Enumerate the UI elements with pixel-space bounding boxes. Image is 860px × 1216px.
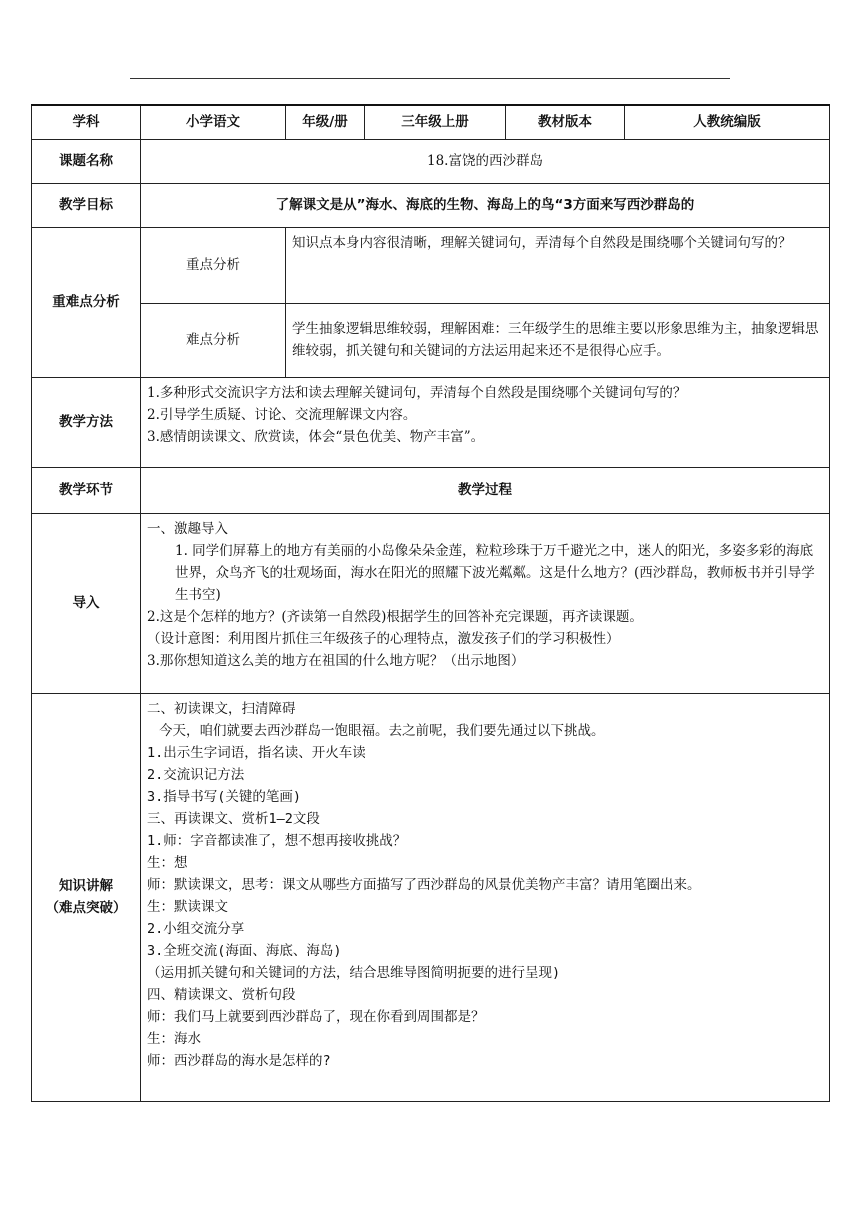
lesson-row bbox=[32, 139, 830, 183]
knowledge-line: 3.全班交流(海面、海底、海岛) bbox=[147, 942, 342, 959]
key-analysis-label: 重点分析 bbox=[141, 227, 286, 303]
lesson-title: 18.富饶的西沙群岛 bbox=[141, 139, 830, 183]
knowledge-line: 二、初读课文，扫清障碍 bbox=[147, 700, 296, 717]
difficult-analysis-label: 难点分析 bbox=[141, 303, 286, 377]
intro-label: 导入 bbox=[32, 513, 141, 693]
subject-value: 小学语文 bbox=[141, 105, 286, 139]
intro-line: 2.这是个怎样的地方？(齐读第一自然段)根据学生的回答补充完课题，再齐读课题。 bbox=[147, 608, 643, 625]
difficult-analysis-row bbox=[32, 303, 830, 377]
key-analysis-row bbox=[32, 227, 830, 303]
method-item: 3.感情朗读课文、欣赏读，体会“景色优美、物产丰富”。 bbox=[147, 428, 485, 445]
knowledge-line: 师：默读课文，思考：课文从哪些方面描写了西沙群岛的风景优美物产丰富？请用笔圈出来。 bbox=[147, 876, 701, 893]
section-header-row bbox=[32, 467, 830, 513]
goal-label: 教学目标 bbox=[32, 183, 141, 227]
grade-label: 年级/册 bbox=[286, 105, 365, 139]
knowledge-line: 1.师：字音都读准了，想不想再接收挑战？ bbox=[147, 832, 407, 849]
knowledge-line: （运用抓关键句和关键词的方法，结合思维导图简明扼要的进行呈现) bbox=[147, 964, 561, 981]
difficult-analysis-text: 学生抽象逻辑思维较弱，理解困难：三年级学生的思维主要以形象思维为主，抽象逻辑思维较弱，抓关键句和关键词的方法运用起来还不是很得心应手。 bbox=[286, 303, 830, 377]
intro-content bbox=[141, 513, 830, 693]
method-item: 2.引导学生质疑、讨论、交流理解课文内容。 bbox=[147, 406, 417, 423]
knowledge-line: 师：西沙群岛的海水是怎样的? bbox=[147, 1052, 331, 1069]
knowledge-line: 生：默读课文 bbox=[147, 898, 228, 915]
knowledge-line: 生：想 bbox=[147, 854, 188, 871]
knowledge-label bbox=[32, 693, 141, 1101]
method-list bbox=[141, 377, 830, 467]
intro-line: 一、激趣导入 bbox=[147, 520, 228, 537]
knowledge-line: 师：我们马上就要到西沙群岛了，现在你看到周围都是？ bbox=[147, 1008, 485, 1025]
section-value: 教学过程 bbox=[141, 467, 830, 513]
key-analysis-text: 知识点本身内容很清晰，理解关键词句，弄清每个自然段是围绕哪个关键词句写的？ bbox=[286, 227, 830, 303]
grade-value: 三年级上册 bbox=[365, 105, 506, 139]
lesson-label: 课题名称 bbox=[32, 139, 141, 183]
lesson-plan-table bbox=[31, 104, 830, 1102]
knowledge-line: 3.指导书写(关键的笔画) bbox=[147, 788, 302, 805]
intro-line: （设计意图：利用图片抓住三年级孩子的心理特点，激发孩子们的学习积极性） bbox=[147, 630, 620, 647]
edition-value: 人教统编版 bbox=[625, 105, 830, 139]
method-row bbox=[32, 377, 830, 467]
knowledge-line: 今天，咱们就要去西沙群岛一饱眼福。去之前呢，我们要先通过以下挑战。 bbox=[159, 722, 605, 739]
intro-line: 3.那你想知道这么美的地方在祖国的什么地方呢？（出示地图） bbox=[147, 652, 525, 669]
goal-row bbox=[32, 183, 830, 227]
knowledge-line: 三、再读课文、赏析1—2文段 bbox=[147, 810, 320, 827]
analysis-label: 重难点分析 bbox=[32, 227, 141, 377]
header-row bbox=[32, 105, 830, 139]
goal-text: 了解课文是从”海水、海底的生物、海岛上的鸟“3方面来写西沙群岛的 bbox=[141, 183, 830, 227]
knowledge-line: 1.出示生字词语，指名读、开火车读 bbox=[147, 744, 366, 761]
knowledge-line: 四、精读课文、赏析句段 bbox=[147, 986, 296, 1003]
knowledge-line: 生：海水 bbox=[147, 1030, 201, 1047]
knowledge-line: 2.小组交流分享 bbox=[147, 920, 245, 937]
knowledge-label-line1: 知识讲解 bbox=[59, 878, 113, 894]
header-rule bbox=[130, 78, 730, 79]
method-label: 教学方法 bbox=[32, 377, 141, 467]
intro-line: 1. 同学们屏幕上的地方有美丽的小岛像朵朵金莲，粒粒珍珠于万千避光之中，迷人的阳光，多姿多彩的海底世界，众鸟齐飞的壮观场面，海水在阳光的照耀下波光粼粼。这是什么地方？(西沙群岛，教师板书并引导学生书空) bbox=[175, 542, 815, 603]
method-item: 1.多种形式交流识字方法和读去理解关键词句，弄清每个自然段是围绕哪个关键词句写的？ bbox=[147, 384, 687, 401]
section-label: 教学环节 bbox=[32, 467, 141, 513]
edition-label: 教材版本 bbox=[506, 105, 625, 139]
intro-row bbox=[32, 513, 830, 693]
knowledge-label-line2: （难点突破） bbox=[45, 900, 127, 916]
knowledge-content bbox=[141, 693, 830, 1101]
knowledge-line: 2.交流识记方法 bbox=[147, 766, 245, 783]
knowledge-row bbox=[32, 693, 830, 1101]
subject-label: 学科 bbox=[32, 105, 141, 139]
